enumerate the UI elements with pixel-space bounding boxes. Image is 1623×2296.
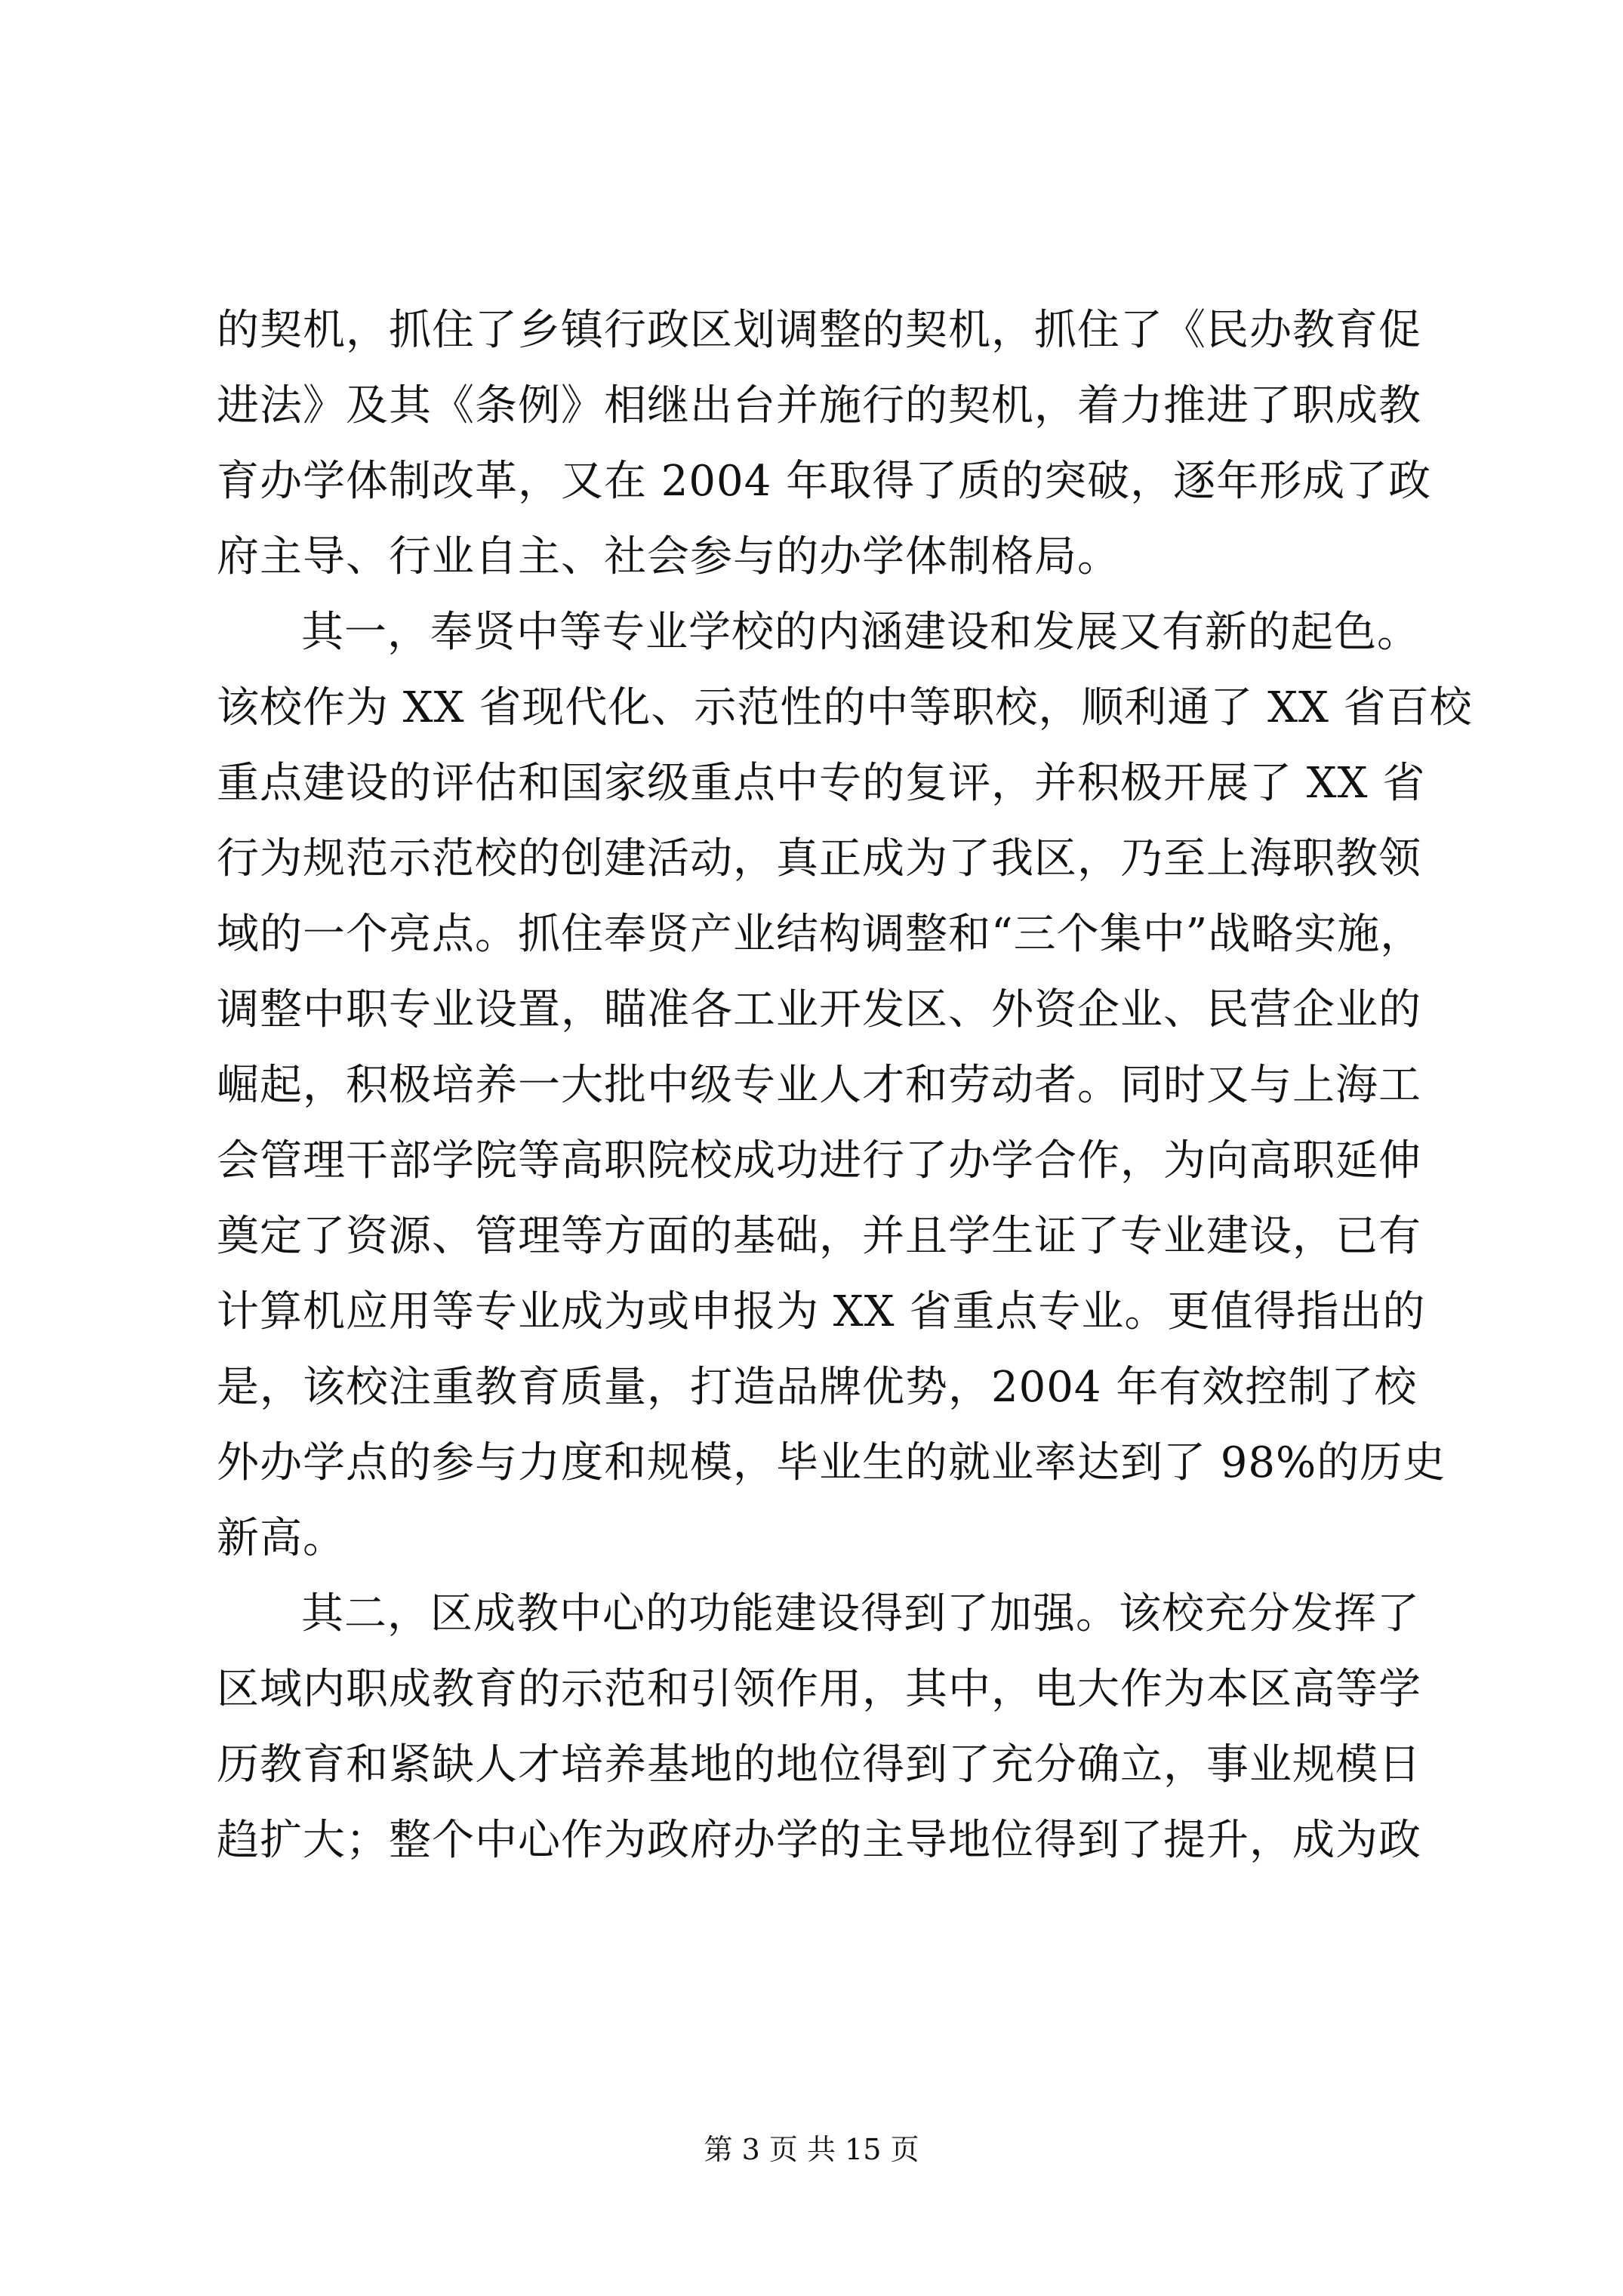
text-line: 趋扩大；整个中心作为政府办学的主导地位得到了提升，成为政 (217, 1816, 1421, 1865)
text-line: 育办学体制改革，又在 2004 年取得了质的突破，逐年形成了政 (217, 457, 1432, 506)
text-line: 奠定了资源、管理等方面的基础，并且学生证了专业建设，已有 (217, 1212, 1421, 1261)
page-number-footer: 第 3 页 共 15 页 (704, 2133, 919, 2166)
text-line: 府主导、行业自主、社会参与的办学体制格局。 (217, 532, 1120, 581)
paragraph-first-line: 其二，区成教中心的功能建设得到了加强。该校充分发挥了 (301, 1589, 1420, 1638)
text-line: 的契机，抓住了乡镇行政区划调整的契机，抓住了《民办教育促 (217, 306, 1421, 355)
text-line: 历教育和紧缺人才培养基地的地位得到了充分确立，事业规模日 (217, 1740, 1421, 1789)
text-line: 域的一个亮点。抓住奉贤产业结构调整和“三个集中”战略实施， (217, 910, 1424, 959)
text-line: 外办学点的参与力度和规模，毕业生的就业率达到了 98%的历史 (217, 1438, 1446, 1487)
text-line: 行为规范示范校的创建活动，真正成为了我区，乃至上海职教领 (217, 834, 1421, 883)
text-line: 新高。 (217, 1514, 346, 1563)
text-line: 该校作为 XX 省现代化、示范性的中等职校，顺利通了 XX 省百校 (217, 683, 1473, 732)
text-line: 区域内职成教育的示范和引领作用，其中，电大作为本区高等学 (217, 1665, 1421, 1714)
text-line: 调整中职专业设置，瞄准各工业开发区、外资企业、民营企业的 (217, 985, 1421, 1034)
paragraph-first-line: 其一，奉贤中等专业学校的内涵建设和发展又有新的起色。 (301, 608, 1420, 657)
text-line: 进法》及其《条例》相继出台并施行的契机，着力推进了职成教 (217, 381, 1421, 430)
text-line: 重点建设的评估和国家级重点中专的复评，并积极开展了 XX 省 (217, 759, 1426, 808)
text-line: 是，该校注重教育质量，打造品牌优势，2004 年有效控制了校 (217, 1363, 1418, 1412)
text-line: 计算机应用等专业成为或申报为 XX 省重点专业。更值得指出的 (217, 1287, 1426, 1336)
text-line: 会管理干部学院等高职院校成功进行了办学合作，为向高职延伸 (217, 1136, 1421, 1185)
text-line: 崛起，积极培养一大批中级专业人才和劳动者。同时又与上海工 (217, 1061, 1421, 1110)
